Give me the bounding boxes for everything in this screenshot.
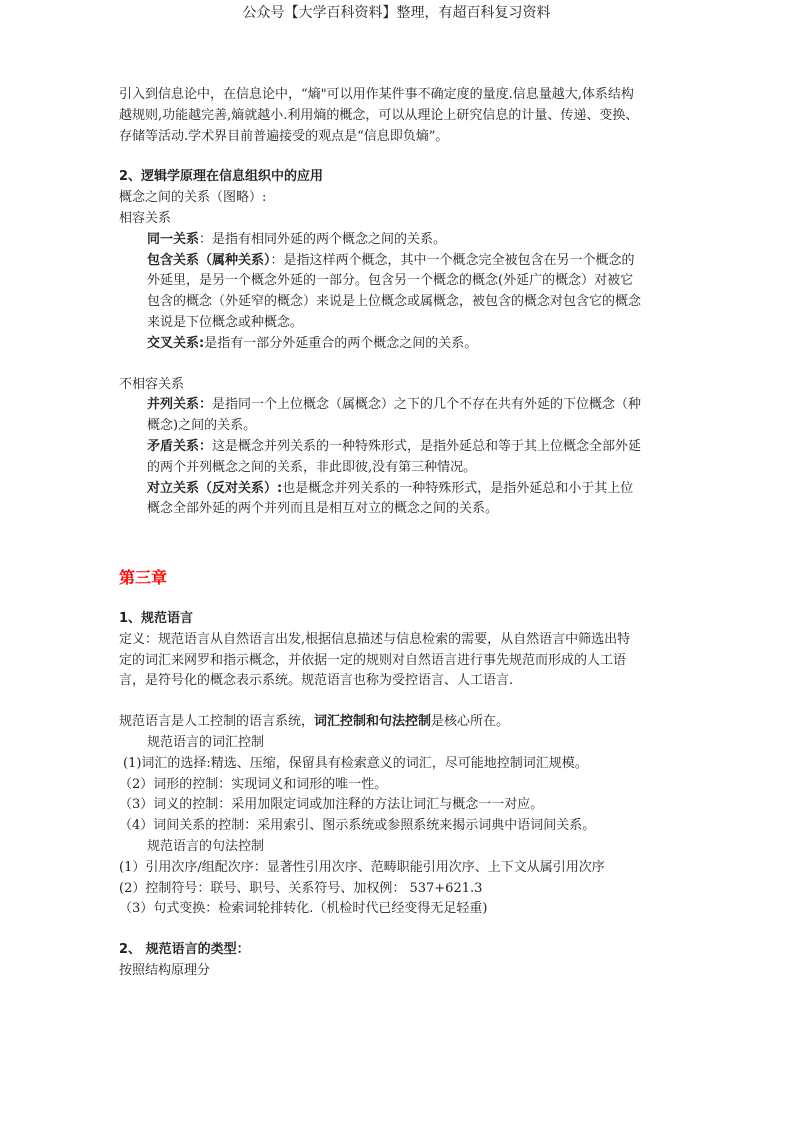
definition-text: ：是指有相同外延的两个概念之间的关系。 — [199, 231, 447, 247]
text-line: 按照结构原理分 — [119, 962, 211, 978]
section-heading: 2、逻辑学原理在信息组织中的应用 — [119, 169, 324, 185]
text-line: 言，是符号化的概念表示系统。规范语言也称为受控语言、人工语言. — [119, 673, 514, 689]
section-heading: 2、 规范语言的类型： — [119, 942, 250, 958]
text-line: 定的词汇来网罗和指示概念，并依据一定的规则对自然语言进行事先规范而形成的人工语 — [119, 652, 627, 668]
core-statement — [119, 712, 679, 733]
subsection-label: 规范语言的词汇控制 — [147, 734, 265, 750]
term: 同一关系 — [147, 231, 200, 247]
list-item: （2）词形的控制：实现词义和词形的唯一性。 — [119, 776, 388, 792]
text-line: 概念之间的关系（图略）: — [119, 190, 267, 206]
list-item: (1)词汇的选择:精选、压缩，保留具有检索意义的词汇，尽可能地控制词汇规模。 — [123, 755, 588, 771]
definition-text: ：是指这样两个概念，其中一个概念完全被包含在另一个概念的 — [270, 252, 635, 268]
page-header: 公众号【大学百科资料】整理，有超百科复习资料 — [242, 5, 551, 21]
document-body — [119, 85, 679, 982]
subsection-label: 相容关系 — [119, 210, 172, 226]
text-line: 来说是下位概念或种概念。 — [147, 314, 304, 330]
term: 交叉关系: — [147, 335, 205, 351]
text-line: 引入到信息论中，在信息论中，“熵"可以用作某件事不确定度的量度.信息量越大,体系结构 — [119, 87, 634, 102]
definition-text: 是指有一部分外延重合的两个概念之间的关系。 — [204, 335, 478, 351]
list-item: （3）词义的控制：采用加限定词或加注释的方法让词汇与概念一一对应。 — [119, 797, 544, 813]
term: 对立关系（反对关系）: — [147, 480, 283, 496]
definition-identity — [119, 230, 679, 251]
list-item: (2）控制符号：联号、职号、关系符号、加权例： 537+621.3 — [119, 880, 483, 896]
list-item: （4）词间关系的控制：采用索引、图示系统或参照系统来揭示词典中语词间关系。 — [119, 818, 596, 834]
text-line: 概念)之间的关系。 — [147, 418, 257, 434]
text-line: 外延里，是另一个概念外延的一部分。包含另一个概念的概念(外延广的概念）对被它 — [147, 273, 634, 289]
subsection-label: 规范语言的句法控制 — [147, 838, 265, 854]
term: 并列关系： — [147, 397, 213, 413]
subsection-label: 不相容关系 — [119, 376, 185, 392]
text-line: 存储等活动.学术界目前普遍接受的观点是“信息即负熵”。 — [119, 128, 449, 144]
list-item: (1）引用次序/组配次序：显著性引用次序、范畴职能引用次序、上下文从属引用次序 — [119, 859, 605, 875]
text-line: 概念全部外延的两个并列而且是相互对立的概念之间的关系。 — [147, 501, 499, 517]
definition-text: 这是概念并列关系的一种特殊形式，是指外延总和等于其上位概念全部外延 — [212, 438, 642, 454]
definition-text: 是指同一个上位概念（属概念）之下的几个不存在共有外延的下位概念（种 — [212, 397, 642, 413]
definition-inclusion — [119, 251, 679, 272]
definition-parallel — [119, 395, 679, 416]
text-line: 定义：规范语言从自然语言出发,根据信息描述与信息检索的需要，从自然语言中筛选出特 — [119, 631, 631, 647]
text-line: 包含的概念（外延窄的概念）来说是上位概念或属概念，被包含的概念对包含它的概念 — [147, 294, 642, 310]
text: 规范语言是人工控制的语言系统， — [119, 714, 315, 730]
definition-opposition — [119, 479, 679, 500]
list-item: （3）句式变换：检索词轮排转化.（机检时代已经变得无足轻重) — [119, 901, 488, 917]
emphasis: 词汇控制和句法控制 — [314, 714, 432, 730]
definition-text: 也是概念并列关系的一种特殊形式，是指外延总和小于其上位 — [282, 480, 634, 496]
intro-paragraph — [119, 85, 679, 147]
section-heading: 1、规范语言 — [119, 610, 194, 626]
chapter-title: 第三章 — [119, 568, 168, 588]
text-line: 越规则,功能越完善,熵就越小.利用熵的概念，可以从理论上研究信息的计量、传递、变换、 — [119, 107, 639, 123]
text: 是核心所在。 — [431, 714, 510, 730]
text-line: 的两个并列概念之间的关系，非此即彼,没有第三种情况。 — [147, 459, 477, 475]
definition-contradiction — [119, 437, 679, 458]
definition-intersect — [119, 334, 679, 355]
term: 矛盾关系： — [147, 438, 213, 454]
term: 包含关系（属种关系） — [147, 252, 271, 268]
